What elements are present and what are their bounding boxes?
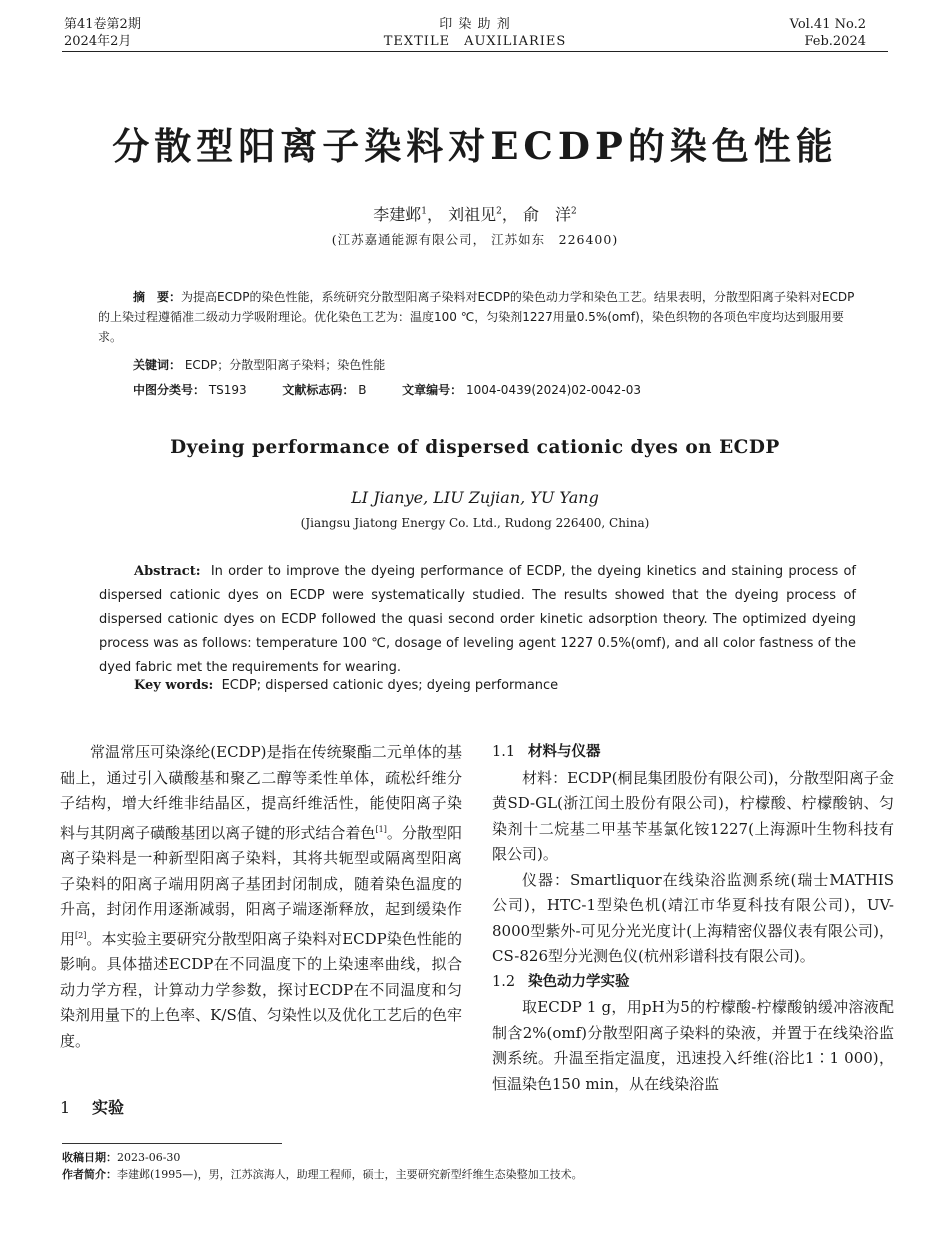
author-name: 刘祖见 — [448, 205, 497, 224]
instruments-paragraph: 仪器：Smartliquor在线染浴监测系统(瑞士MATHIS公司)，HTC-1型染色机(靖江市华夏科技有限公司)，UV-8000型紫外-可见分光光度计(上海精密仪器仪表有限公司)，CS-826型分光测色仪(杭州彩谱科技有限公司)。 — [492, 870, 894, 965]
journal-name-en: TEXTILE AUXILIARIES — [383, 34, 567, 49]
affiliation: (江苏嘉通能源有限公司， 江苏如东 226400) — [331, 232, 619, 247]
keywords-en-text: ECDP; dispersed cationic dyes; dyeing performance — [221, 678, 559, 693]
paper-title: 分散型阳离子染料对ECDP的染色性能 — [112, 124, 838, 168]
subsection-number: 1.1 — [492, 744, 516, 760]
article-number-value: 1004-0439(2024)02-0042-03 — [465, 383, 641, 397]
subsection-heading-materials — [492, 740, 894, 766]
footnote-divider — [62, 1143, 282, 1144]
affiliation-en: (Jiangsu Jiatong Energy Co. Ltd., Rudong 226400, China) — [300, 516, 650, 530]
abstract-cn-label: 摘 要： — [133, 290, 182, 304]
author-affil-mark: 2 — [570, 206, 577, 217]
journal-date: 2024年2月 — [64, 34, 132, 49]
footnote-author — [62, 1166, 583, 1183]
journal-volume-info-en — [790, 16, 866, 50]
author-affil-mark: 1 — [421, 206, 428, 217]
author-name: 李建邺 — [373, 205, 422, 224]
journal-name-cn: 印 染 助 剂 — [439, 17, 511, 32]
subsection-title: 染色动力学实验 — [528, 973, 630, 990]
abstract-en — [99, 560, 856, 680]
kinetics-paragraph: 取ECDP 1 g，用pH为5的柠檬酸-柠檬酸钠缓冲溶液配制含2%(omf)分散型阳离子染料的染液，并置于在线染浴监测系统。升温至指定温度，迅速投入纤维(浴比1∶1 000)，恒温染色150 min，从在线染浴监 — [492, 998, 894, 1093]
abstract-en-label: Abstract: — [134, 564, 201, 579]
keywords-en — [134, 678, 558, 693]
author-list: 李建邺$^1$， 刘祖见$^2$， 俞 洋$^2$ — [373, 205, 577, 224]
subsection-heading-kinetics — [492, 970, 894, 996]
clc-label: 中图分类号： — [133, 383, 206, 397]
abstract-cn-text: 为提高ECDP的染色性能，系统研究分散型阳离子染料对ECDP的染色动力学和染色工艺。结果表明，分散型阳离子染料对ECDP的上染过程遵循准二级动力学吸附理论。优化染色工艺为：温度100 ℃，匀染剂1227用量0.5%(omf)，染色织物的各项色牢度均达到服用要求。 — [98, 290, 855, 344]
keywords-cn-label: 关键词： — [133, 358, 182, 372]
abstract-cn — [98, 287, 858, 347]
citation-ref[interactable]: [2] — [75, 930, 87, 940]
header-divider — [62, 51, 888, 52]
body-right-column — [492, 740, 894, 1097]
keywords-cn — [133, 356, 385, 373]
received-label: 收稿日期： — [62, 1151, 117, 1164]
journal-volume: 第41卷第2期 — [64, 17, 141, 32]
footnote-received — [62, 1149, 180, 1166]
intro-paragraph: 常温常压可染涤纶(ECDP)是指在传统聚酯二元单体的基础上，通过引入磺酸基和聚乙二醇等柔性单体，疏松纤维分子结构，增大纤维非结晶区，提高纤维活性，能使阳离子染料与其阴离子磺酸基团以离子键的形式结合着色[1]。分散型阳离子染料是一种新型阳离子染料，其将共轭型或隔离型阳离子染料的阳离子端用阴离子基团封闭制成，随着染色温度的升高，封闭作用逐渐减弱，阳离子端逐渐释放，起到缓染作用[2]。本实验主要研究分散型阳离子染料对ECDP染色性能的影响。具体描述ECDP在不同温度下的上染速率曲线，拟合动力学方程，计算动力学参数，探讨ECDP在不同温度和匀染剂用量下的上色率、K/S值、匀染性以及优化工艺后的色牢度。 — [60, 743, 462, 1050]
subsection-number: 1.2 — [492, 973, 516, 990]
section-heading-experiment — [60, 1095, 124, 1118]
doc-code-label: 文献标志码： — [282, 383, 355, 397]
section-number: 1 — [60, 1098, 71, 1117]
body-left-column — [60, 740, 462, 1054]
citation-ref[interactable]: [1] — [375, 824, 387, 834]
keywords-en-label: Key words: — [134, 678, 214, 693]
paper-title-en: Dyeing performance of dispersed cationic dyes on ECDP — [170, 437, 780, 458]
author-bio-label: 作者简介： — [62, 1168, 117, 1181]
classification-line — [133, 381, 641, 398]
subsection-title: 材料与仪器 — [528, 744, 601, 760]
journal-volume-en: Vol.41 No.2 — [789, 17, 866, 32]
keywords-cn-text: ECDP；分散型阳离子染料；染色性能 — [184, 358, 386, 372]
author-name: 俞 洋 — [522, 205, 571, 224]
article-number-label: 文章编号： — [402, 383, 463, 397]
author-list-en: LI Jianye, LIU Zujian, YU Yang — [351, 488, 599, 507]
author-affil-mark: 2 — [496, 206, 502, 217]
journal-date-en: Feb.2024 — [804, 34, 866, 49]
abstract-en-text: In order to improve the dyeing performance of ECDP, the dyeing kinetics and staining process of dispersed cationic dyes on ECDP were systematically studied. The results showed that the dyeing process of dispersed cationic dyes on ECDP followed the quasi second order kinetic adsorption theory. The optimized dyeing process was as follows: temperature 100 ℃, dosage of leveling agent 1227 0.5%(omf), and all color fastness of the dyed fabric met the requirements for wearing. — [99, 564, 856, 675]
clc-value: TS193 — [208, 383, 247, 397]
author-bio: 李建邺(1995—)，男，江苏滨海人，助理工程师，硕士，主要研究新型纤维生态染整加工技术。 — [117, 1168, 583, 1181]
received-date: 2023-06-30 — [117, 1151, 181, 1164]
doc-code-value: B — [358, 383, 367, 397]
materials-paragraph: 材料：ECDP(桐昆集团股份有限公司)，分散型阳离子金黄SD-GL(浙江闰土股份有限公司)，柠檬酸、柠檬酸钠、匀染剂十二烷基二甲基苄基氯化铵1227(上海源叶生物科技有限公司)。 — [492, 768, 894, 863]
section-title: 实验 — [92, 1098, 125, 1117]
